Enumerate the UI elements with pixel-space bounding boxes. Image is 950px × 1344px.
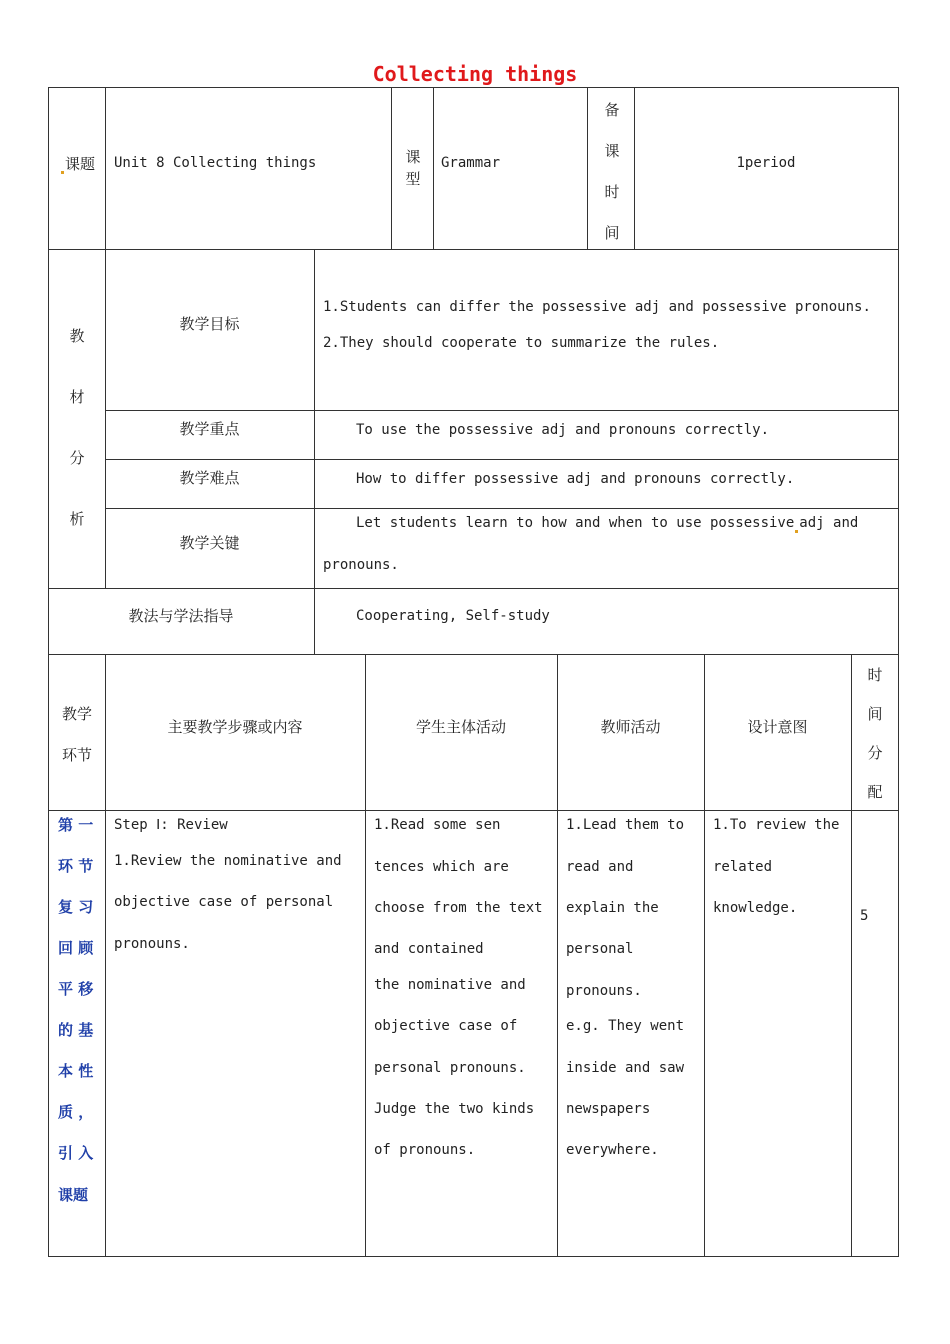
teacher-line-5: pronouns. [566, 983, 642, 999]
purpose-line-1: 1.To review the [713, 817, 840, 833]
student-line-1: 1.Read some sen [374, 817, 501, 833]
teacher-line-9: everywhere. [566, 1142, 659, 1158]
content-line-4: pronouns. [114, 936, 190, 952]
teacher-line-3: explain the [566, 900, 659, 916]
time-value-step1: 5 [860, 908, 869, 924]
content-header: 主要教学步骤或内容 [167, 718, 303, 736]
purpose-header: 设计意图 [747, 718, 808, 736]
topic-label: 课题 [60, 154, 95, 174]
objective-line-2: 2.They should cooperate to summarize the rules. [323, 335, 720, 351]
time-alloc-header: 时 间 分 配 [867, 666, 883, 801]
teacher-line-4: personal [566, 941, 634, 957]
type-value: Grammar [441, 155, 501, 171]
student-line-6: objective case of [374, 1018, 518, 1034]
content-line-2: 1.Review the nominative and [114, 853, 342, 869]
content-line-3: objective case of personal [114, 894, 334, 910]
teacher-line-2: read and [566, 859, 634, 875]
objective-label: 教学目标 [179, 315, 240, 333]
teacher-line-1: 1.Lead them to [566, 817, 685, 833]
objective-line-1: 1.Students can differ the possessive adj and possessive pronouns. [323, 299, 871, 315]
student-line-9: of pronouns. [374, 1142, 476, 1158]
student-line-2: tences which are [374, 859, 509, 875]
teacher-line-7: inside and saw [566, 1060, 685, 1076]
stage-header: 教学 环节 [61, 705, 92, 764]
purpose-line-2: related [713, 859, 773, 875]
key-point-label: 教学重点 [179, 420, 240, 438]
type-label: 课 型 [405, 148, 421, 188]
time-value: 1period [736, 155, 796, 171]
teacher-line-6: e.g. They went [566, 1018, 685, 1034]
key-line-2: pronouns. [323, 557, 399, 573]
method-label: 教法与学法指导 [128, 607, 234, 625]
key-label: 教学关键 [179, 534, 240, 552]
key-point-value: To use the possessive adj and pronouns correctly. [356, 422, 770, 438]
purpose-line-3: knowledge. [713, 900, 798, 916]
key-line-1: Let students learn to how and when to use possessive adj and [356, 515, 859, 531]
method-value: Cooperating, Self-study [356, 608, 550, 624]
teacher-header: 教师活动 [600, 718, 661, 736]
student-line-4: and contained [374, 941, 484, 957]
student-header: 学生主体活动 [415, 718, 506, 736]
content-line-1: Step Ⅰ: Review [114, 817, 228, 833]
difficulty-value: How to differ possessive adj and pronouns correctly. [356, 471, 795, 487]
analysis-label: 教 材 分 析 [69, 327, 85, 528]
time-label: 备 课 时 间 [604, 101, 620, 242]
student-line-7: personal pronouns. [374, 1060, 526, 1076]
student-line-8: Judge the two kinds [374, 1101, 535, 1117]
topic-value: Unit 8 Collecting things [114, 155, 317, 171]
teacher-line-8: newspapers [566, 1101, 651, 1117]
page-title: Collecting things [372, 62, 578, 86]
difficulty-label: 教学难点 [179, 469, 240, 487]
student-line-3: choose from the text [374, 900, 543, 916]
student-line-5: the nominative and [374, 977, 526, 993]
